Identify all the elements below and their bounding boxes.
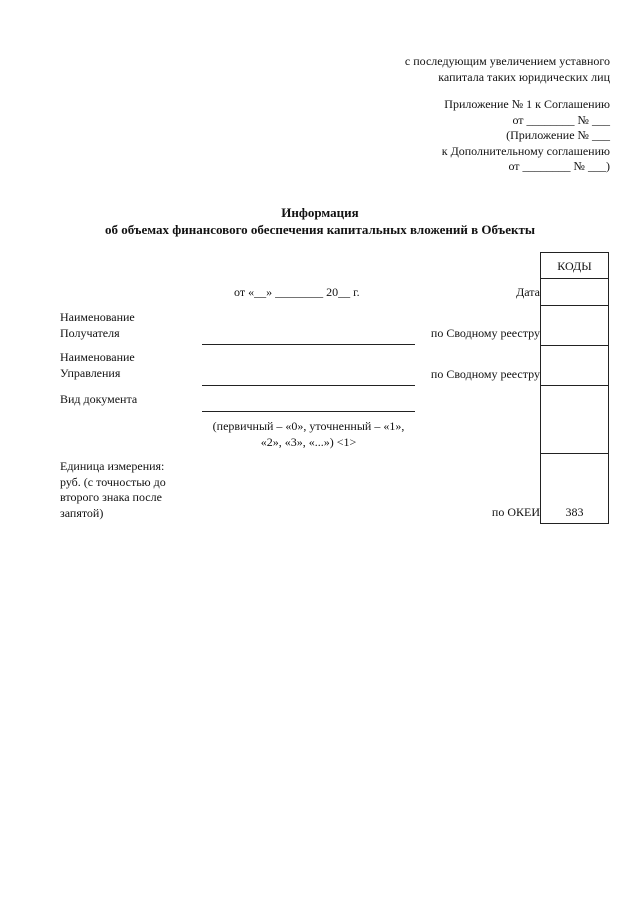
form-date-line[interactable]: от «__» ________ 20__ г. [234, 285, 360, 299]
department-code-label: по Сводному реестру [430, 367, 540, 381]
date-label: Дата [516, 285, 540, 299]
department-label: Наименование Управления [60, 350, 135, 380]
code-department-cell[interactable] [541, 346, 608, 386]
appendix-line: от ________ № ___) [508, 159, 610, 173]
okei-label: по ОКЕИ [491, 505, 540, 519]
codes-table [540, 252, 609, 524]
doc-type-note: (первичный – «0», уточненный – «1», «2», «3», «...») <1> [212, 419, 405, 449]
appendix-line: к Дополнительному соглашению [441, 143, 610, 158]
appendix-line: Приложение № 1 к Соглашению [444, 97, 610, 111]
department-input-line[interactable] [202, 385, 415, 386]
recipient-input-line[interactable] [202, 344, 415, 345]
header-heading [405, 54, 610, 85]
document-subtitle: об объемах финансового обеспечения капитальных вложений в Объекты [104, 222, 536, 237]
code-doc-type-cell[interactable] [541, 386, 608, 454]
recipient-code-label: по Сводному реестру [430, 326, 540, 340]
appendix-block [442, 97, 610, 175]
header-line: капитала таких юридических лиц [438, 69, 610, 84]
doc-type-label: Вид документа [60, 392, 138, 406]
header-line: с последующим увеличением уставного [404, 54, 610, 68]
unit-label: Единица измерения: руб. (с точностью до второго знака после запятой) [60, 459, 166, 520]
code-recipient-cell[interactable] [541, 306, 608, 346]
recipient-label: Наименование Получателя [60, 310, 135, 340]
code-okei-cell: 383 [565, 505, 584, 519]
appendix-line: (Приложение № ___ [506, 128, 610, 142]
appendix-line: от ________ № ___ [512, 112, 610, 127]
codes-header: КОДЫ [541, 253, 608, 279]
doc-type-input-line[interactable] [202, 411, 415, 412]
code-date-cell[interactable] [541, 279, 608, 306]
document-title: Информация [281, 205, 359, 220]
